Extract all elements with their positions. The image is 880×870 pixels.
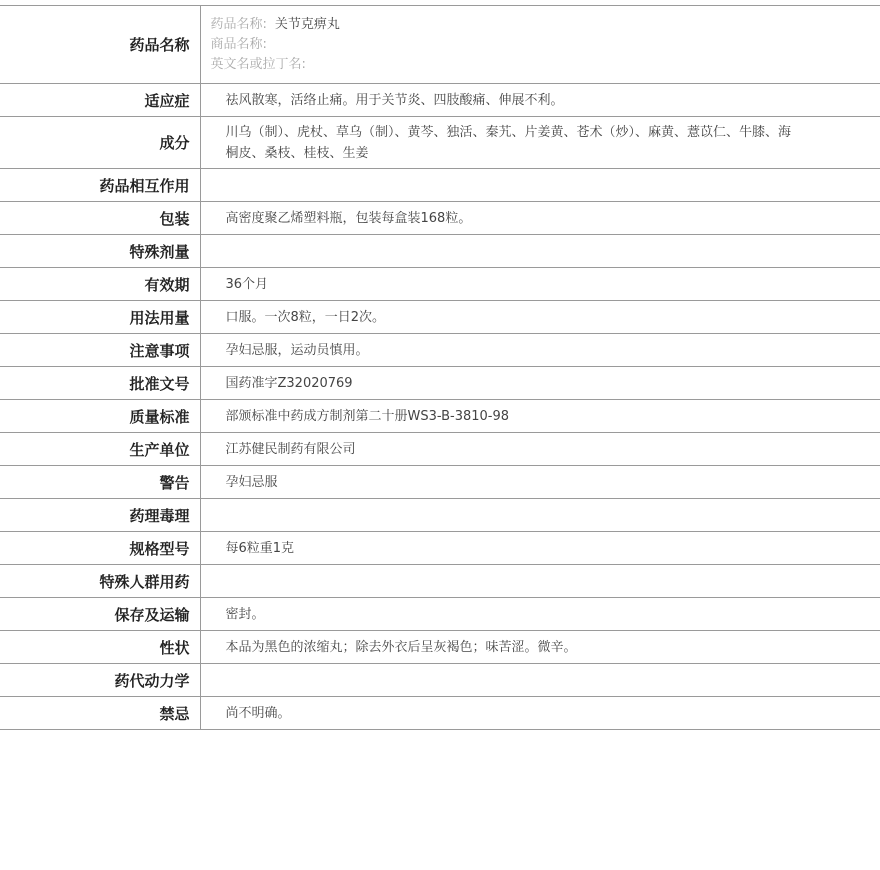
drug-name-values <box>200 6 880 84</box>
row-specification <box>0 532 880 565</box>
english-name-line <box>211 55 880 75</box>
row-manufacturer <box>0 433 880 466</box>
row-label: 包装 <box>0 202 200 235</box>
row-label: 质量标准 <box>0 400 200 433</box>
row-value: 尚不明确。 <box>200 697 880 730</box>
row-label: 注意事项 <box>0 334 200 367</box>
row-label: 禁忌 <box>0 697 200 730</box>
row-label: 警告 <box>0 466 200 499</box>
row-value: 孕妇忌服 <box>200 466 880 499</box>
row-value: 口服。一次8粒，一日2次。 <box>200 301 880 334</box>
row-label: 保存及运输 <box>0 598 200 631</box>
row-quality-standard <box>0 400 880 433</box>
row-special-populations <box>0 565 880 598</box>
row-dosage <box>0 301 880 334</box>
row-value: 孕妇忌服，运动员慎用。 <box>200 334 880 367</box>
row-value: 高密度聚乙烯塑料瓶，包装每盒装168粒。 <box>200 202 880 235</box>
row-value <box>200 235 880 268</box>
row-special-dosage <box>0 235 880 268</box>
row-label: 性状 <box>0 631 200 664</box>
row-value <box>200 565 880 598</box>
generic-name-key: 药品名称: <box>210 16 267 32</box>
row-value <box>200 117 880 169</box>
row-pharmacokinetics <box>0 664 880 697</box>
row-value <box>200 664 880 697</box>
row-warning <box>0 466 880 499</box>
row-storage <box>0 598 880 631</box>
row-label: 药品名称 <box>0 6 200 84</box>
drug-info-table <box>0 5 880 730</box>
generic-name-line <box>211 15 880 35</box>
row-label: 适应症 <box>0 84 200 117</box>
row-drug-name <box>0 6 880 84</box>
row-label: 规格型号 <box>0 532 200 565</box>
row-precautions <box>0 334 880 367</box>
row-indications <box>0 84 880 117</box>
row-value: 国药准字Z32020769 <box>200 367 880 400</box>
row-label: 药理毒理 <box>0 499 200 532</box>
row-value: 本品为黑色的浓缩丸；除去外衣后呈灰褐色；味苦涩。微辛。 <box>200 631 880 664</box>
row-description <box>0 631 880 664</box>
row-packaging <box>0 202 880 235</box>
row-value: 36个月 <box>200 268 880 301</box>
row-approval-number <box>0 367 880 400</box>
row-label: 批准文号 <box>0 367 200 400</box>
row-label: 成分 <box>0 117 200 169</box>
row-label: 药代动力学 <box>0 664 200 697</box>
row-label: 特殊剂量 <box>0 235 200 268</box>
row-value <box>200 499 880 532</box>
row-label: 药品相互作用 <box>0 169 200 202</box>
row-value: 部颁标准中药成方制剂第二十册WS3-B-3810-98 <box>200 400 880 433</box>
row-shelf-life <box>0 268 880 301</box>
row-value: 祛风散寒，活络止痛。用于关节炎、四肢酸痛、伸展不利。 <box>200 84 880 117</box>
row-pharmacology <box>0 499 880 532</box>
row-label: 特殊人群用药 <box>0 565 200 598</box>
row-value: 密封。 <box>200 598 880 631</box>
generic-name-value: 关节克痹丸 <box>274 16 340 32</box>
row-label: 生产单位 <box>0 433 200 466</box>
row-interactions <box>0 169 880 202</box>
row-value: 江苏健民制药有限公司 <box>200 433 880 466</box>
row-value: 每6粒重1克 <box>200 532 880 565</box>
row-value <box>200 169 880 202</box>
row-label: 有效期 <box>0 268 200 301</box>
trade-name-line <box>211 35 880 55</box>
trade-name-key: 商品名称: <box>210 36 267 52</box>
english-name-key: 英文名或拉丁名: <box>210 56 306 72</box>
row-ingredients <box>0 117 880 169</box>
ingredients-text: 川乌（制）、虎杖、草乌（制）、黄芩、独活、秦艽、片姜黄、苍术（炒）、麻黄、薏苡仁、牛膝、海桐皮、桑枝、桂枝、生姜 <box>225 124 792 161</box>
row-contraindications <box>0 697 880 730</box>
row-label: 用法用量 <box>0 301 200 334</box>
